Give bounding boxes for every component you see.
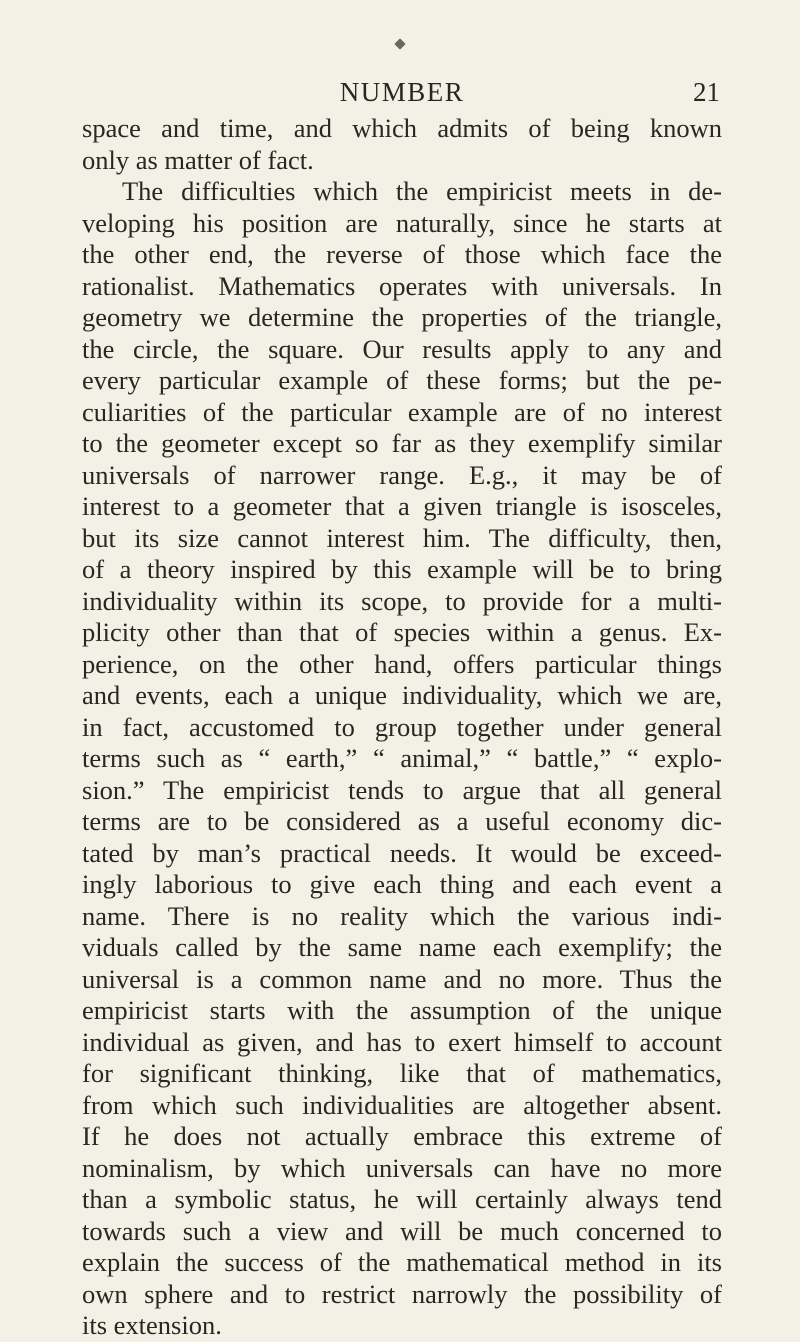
text-line: the other end, the reverse of those which face the [82, 239, 722, 269]
text-line: interest to a geometer that a given triangle is isosceles, [82, 491, 722, 521]
text-line: The difficulties which the empiricist meets in de- [122, 176, 722, 206]
text-line: name. There is no reality which the various indi- [82, 900, 722, 931]
text-line: sion.” The empiricist tends to argue that all general [82, 774, 722, 805]
text-line: explain the success of the mathematical method in its [82, 1247, 722, 1277]
text-line: universal is a common name and no more. Thus the [82, 963, 722, 994]
text-line: perience, on the other hand, offers particular things [82, 648, 722, 679]
text-line: universals of narrower range. E.g., it may be of [82, 459, 722, 490]
text-line: from which such individualities are altogether absent. [82, 1089, 722, 1120]
text-line: culiarities of the particular example are of no interest [82, 396, 722, 427]
text-line: to the geometer except so far as they exemplify similar [82, 428, 722, 458]
text-line: plicity other than that of species within a genus. Ex- [82, 617, 722, 647]
running-title: NUMBER [339, 77, 465, 107]
text-line: terms are to be considered as a useful economy dic- [82, 806, 722, 836]
text-line: of a theory inspired by this example will be to bring [82, 554, 722, 584]
body-text [82, 113, 722, 1342]
text-line: individuality within its scope, to provide for a multi- [82, 585, 722, 616]
text-line: only as matter of fact. [82, 144, 314, 175]
text-line: ingly laborious to give each thing and each event a [82, 869, 722, 899]
text-line: rationalist. Mathematics operates with universals. In [82, 270, 722, 301]
diamond-ornament-icon [394, 38, 405, 49]
text-line: geometry we determine the properties of the triangle, [82, 302, 722, 332]
text-line: empiricist starts with the assumption of the unique [82, 995, 722, 1025]
text-line: in fact, accustomed to group together under general [82, 711, 722, 742]
text-line: every particular example of these forms; but the pe- [82, 365, 722, 395]
text-line: and events, each a unique individuality, which we are, [82, 680, 722, 710]
text-line: its extension. [82, 1310, 222, 1340]
text-line: terms such as “ earth,” “ animal,” “ battle,” “ explo- [82, 743, 722, 773]
text-line: but its size cannot interest him. The difficulty, then, [82, 522, 722, 553]
text-line: veloping his position are naturally, since he starts at [82, 207, 722, 238]
text-line: viduals called by the same name each exemplify; the [82, 932, 722, 962]
text-line: own sphere and to restrict narrowly the possibility of [82, 1278, 722, 1309]
running-head [82, 74, 722, 110]
text-line: individual as given, and has to exert himself to account [82, 1026, 722, 1057]
text-line: space and time, and which admits of being known [82, 113, 722, 143]
text-line: for significant thinking, like that of mathematics, [82, 1058, 722, 1088]
page-number: 21 [693, 77, 720, 107]
text-line: towards such a view and will be much concerned to [82, 1215, 722, 1246]
text-line: nominalism, by which universals can have no more [82, 1152, 722, 1183]
text-line: tated by man’s practical needs. It would be exceed- [82, 837, 722, 868]
text-line: than a symbolic status, he will certainly always tend [82, 1184, 722, 1214]
text-line: If he does not actually embrace this extreme of [82, 1121, 722, 1151]
text-line: the circle, the square. Our results apply to any and [82, 333, 722, 364]
